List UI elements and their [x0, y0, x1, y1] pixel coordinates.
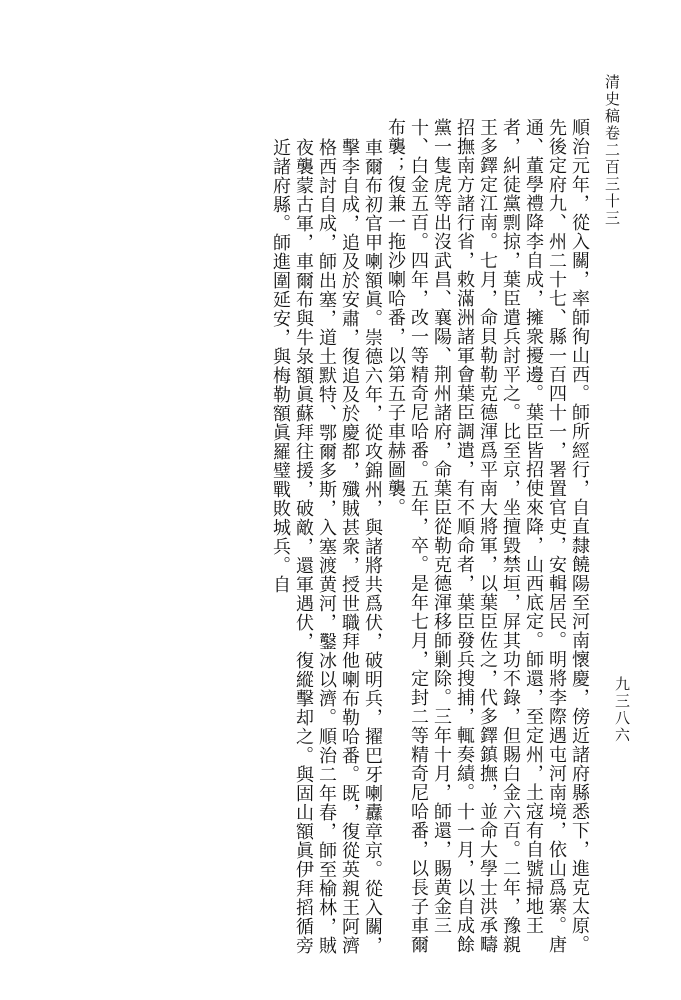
running-header-title: 清史稿卷二百三十三: [603, 74, 621, 227]
body-text: [59, 118, 591, 968]
paragraph-2: 車爾布初官甲喇額眞。崇德六年，從攻錦州，與諸將共爲伏，破明兵，擢巴牙喇纛章京。從入關，擊李自成，追及於安肅，復追及於慶都，殲賊甚衆，授世職拜他喇布勒哈番。既，復從英親王阿濟格西討自成，師出塞，道土默特、鄂爾多斯，入塞渡黄河，鑿冰以濟。順治二年春，師至榆林，賊夜襲蒙古軍，車爾布與牛彔額眞蘇拜往援，破敵，還軍遇伏，復縱擊却之。與固山額眞伊拜搯循旁近諸府縣。師進圍延安，與梅勒額眞羅璧戰敗城兵。自: [270, 138, 383, 955]
paragraph-1: 順治元年，從入關，率師徇山西。師所經行，自直隸饒陽至河南懷慶，傍近諸府縣悉下，進克太原。先後定府九、州二十七、縣一百四十一，署置官吏，安輯居民。明將李際遇屯河南境，依山爲寨。唐通、董學禮降李自成，擁衆擾邊。葉臣皆招使來降，山西底定。師還，至定州，土寇有自號掃地王者，糾徒黨剽掠，葉臣遣兵討平之。比至京，坐擅毀禁垣，屏其功不錄，但賜白金六百。二年，豫親王多鐸定江南。七月，命貝勒勒克德渾爲平南大將軍，以葉臣佐之，代多鐸鎮撫，並命大學士洪承疇招撫南方諸行省，敕滿洲諸軍會葉臣調遣，有不順命者，葉臣發兵搜捕，輒奏績。十一月，以自成餘黨一隻虎等出沒武昌、襄陽、荆州諸府，命葉臣從勒克德渾移師剿除。三年十月，師還，賜黄金三十、白金五百。四年，改一等精奇尼哈番。五年，卒。是年七月，定封二等精奇尼哈番，以長子車爾布襲；復兼一拖沙喇哈番，以第五子車赫圖襲。: [385, 118, 590, 954]
page-number: 九三八六: [613, 676, 631, 744]
